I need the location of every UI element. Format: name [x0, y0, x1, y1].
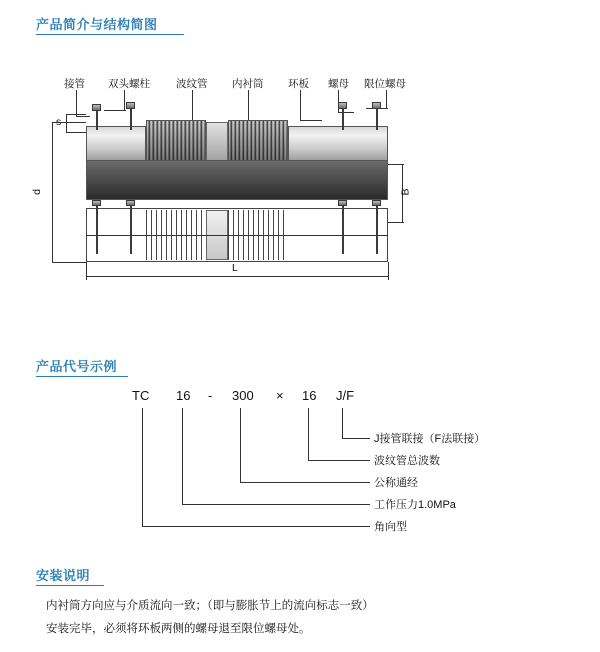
callout-label-nozzle: 接管: [64, 78, 85, 90]
callout-label-limit-nut: 限位螺母: [364, 78, 406, 90]
leader-nozzle-h: [76, 116, 90, 117]
dim-B-bot: [388, 222, 404, 223]
code-leader-pressure-v: [182, 408, 183, 504]
tie-rod-nut-3: [338, 102, 347, 109]
code-leader-jf-v: [342, 408, 343, 438]
dim-s-top: [66, 114, 86, 115]
dim-s-ext: [66, 114, 67, 132]
code-token-16a: 16: [176, 388, 191, 403]
code-token-16b: 16: [302, 388, 317, 403]
code-leader-pressure-h: [182, 504, 370, 505]
section-tie-nut-1: [92, 200, 101, 206]
body-shadow: [86, 160, 388, 200]
code-leader-type-h: [142, 526, 370, 527]
dim-L-right-ext: [388, 262, 389, 280]
product-code-diagram: [36, 382, 564, 542]
code-token-dash: -: [208, 388, 213, 403]
section-tie-rod-2: [130, 202, 132, 254]
callout-label-liner: 内衬筒: [232, 78, 264, 90]
dim-B-top: [388, 164, 404, 165]
callout-label-stud: 双头螺柱: [108, 78, 150, 90]
code-leader-type-v: [142, 408, 143, 526]
section-rule-intro: [36, 34, 184, 35]
install-note-1: 内衬筒方向应与介质流向一致；（即与膨胀节上的流向标志一致）: [46, 600, 374, 612]
callout-label-bellows: 波纹管: [176, 78, 208, 90]
section-tie-nut-2: [126, 200, 135, 206]
section-rule-install: [36, 585, 104, 586]
leader-nozzle-v: [76, 90, 77, 116]
section-title-code: 产品代号示例: [36, 359, 118, 374]
structure-diagram: [30, 60, 564, 290]
dim-label-d: d: [30, 189, 43, 195]
code-token-times: ×: [276, 388, 284, 403]
section-title-install: 安装说明: [36, 568, 91, 583]
section-tie-rod-1: [96, 202, 98, 254]
leader-nut-h: [338, 112, 354, 113]
dim-L-line: [86, 276, 388, 277]
callout-label-ring-plate: 环板: [288, 78, 309, 90]
leader-ringplate-v: [300, 90, 301, 120]
section-tie-rod-4: [376, 202, 378, 254]
leader-stud-v: [124, 90, 125, 110]
section-title-intro: 产品简介与结构简图: [36, 17, 158, 32]
install-note-2: 安装完毕，必须将环板两侧的螺母退至限位螺母处。: [46, 623, 311, 636]
leader-limitnut-v: [386, 90, 387, 108]
leader-ringplate-h: [300, 120, 322, 121]
dim-d-line: [52, 122, 53, 262]
leader-stud-h: [104, 110, 126, 111]
section-tie-rod-3: [342, 202, 344, 254]
callout-label-nut: 螺母: [328, 78, 349, 90]
tie-rod-nut-1: [92, 104, 101, 111]
tie-rod-nut-4: [372, 102, 381, 109]
code-leader-dn-h: [240, 482, 370, 483]
dim-L-left-ext: [86, 262, 87, 280]
code-note-type: 角向型: [374, 521, 407, 533]
code-note-pressure: 工作压力1.0MPa: [374, 499, 456, 511]
section-tie-nut-4: [372, 200, 381, 206]
dim-label-B: B: [399, 188, 412, 196]
code-note-waves: 波纹管总波数: [374, 455, 440, 467]
tie-rod-nut-2: [126, 102, 135, 109]
code-leader-waves-h: [308, 460, 370, 461]
dim-s-bot: [66, 132, 86, 133]
install-notes: [46, 598, 566, 645]
code-note-dn: 公称通经: [374, 477, 418, 489]
code-leader-jf-h: [342, 438, 370, 439]
section-tie-nut-3: [338, 200, 347, 206]
code-token-tc: TC: [132, 388, 150, 403]
code-token-jf: J/F: [336, 388, 355, 403]
code-leader-dn-v: [240, 408, 241, 482]
dim-d-top: [52, 122, 86, 123]
code-token-300: 300: [232, 388, 254, 403]
code-note-joint: J接管联接（F法联接）: [374, 433, 486, 445]
section-rule-code: [36, 376, 128, 377]
dim-d-bot: [52, 262, 86, 263]
code-leader-waves-v: [308, 408, 309, 460]
dim-label-L: L: [232, 262, 238, 274]
